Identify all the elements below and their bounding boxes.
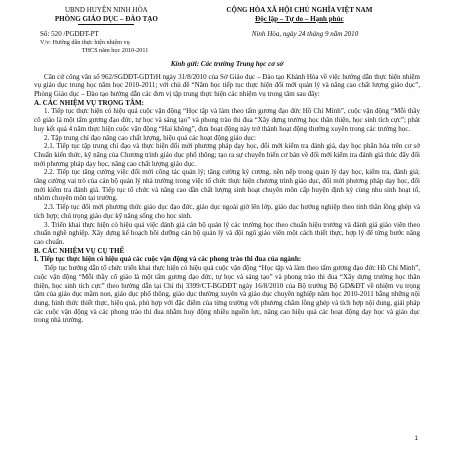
paragraph-2-1: 2.1. Tiếp tục tập trung chỉ đạo và thực hiện đổi mới phương pháp dạy học, đổi mới kiểm tra đánh giá, dạy học phân hóa trên cơ sở Chuẩn kiến thức, kỹ năng của Chương trình giáo dục phổ thông; tạo ra sự chuyển biến cơ bản về đổi mới kiểm tra đánh giá thúc đẩy đổi mới phương pháp dạy học, nâng cao chất lượng giáo dục. xyxy=(34,142,420,168)
document-reference xyxy=(34,30,190,54)
paragraph-2-3: 2.3. Tiếp tục đổi mới phương thức giáo dục đạo đức, giáo dục ngoài giờ lên lớp, giáo dục hướng nghiệp theo tinh thần lồng ghép và tích hợp; chú trọng giáo dục kỹ năng sống cho học sinh. xyxy=(34,203,420,220)
subject-line-2: THCS năm học 2010-2011 xyxy=(81,46,149,54)
paragraph-2-2: 2.2. Tiếp tục tăng cường việc đổi mới công tác quản lý; tăng cường kỷ cương, nền nếp trong quản lý dạy học, kiểm tra, đánh giá; tăng cường vai trò của cán bộ quản lý nhà trường trong việc tổ chức thực hiện chương trình giáo dục, đổi mới phương pháp dạy học, đổi mới kiểm tra đánh giá. Tiếp tục tổ chức và nâng cao dần chất lượng sinh hoạt chuyên môn cấp huyện định kỳ cùng nhu sinh hoạt tổ, nhóm chuyên môn tại trường. xyxy=(34,168,420,203)
paragraph-1: 1. Tiếp tục thực hiện có hiệu quả cuộc vận động “Học tập và làm theo tấm gương đạo đức Hồ Chí Minh”, cuộc vận động “Mỗi thầy cô giáo là một tấm gương đạo đức, tự học và sáng tạo” và phong trào thi đua “Xây dựng trường học thân thiện, học sinh tích cực”; phát huy kết quả 4 năm thực hiện cuộc vận động “Hai không”, đưa hoạt động này trở thành hoạt động thường xuyên trong các trường học. xyxy=(34,107,420,133)
document-meta xyxy=(34,30,420,54)
issuing-organization xyxy=(34,6,179,28)
page-number: 1 xyxy=(414,436,418,443)
org-line-2: PHÒNG GIÁO DỤC – ĐÀO TẠO xyxy=(54,14,158,23)
recipient-title: Kính gửi: Các trường Trung học cơ sở xyxy=(170,59,284,68)
document-body xyxy=(34,73,420,325)
org-line-1: UBND HUYỆN NINH HÒA xyxy=(64,6,148,14)
section-i-heading: I. Tiếp tục thực hiện có hiệu quả các cuộc vận động và các phong trào thi đua của ngành: xyxy=(34,255,302,264)
country-name: CỘNG HÒA XÃ HỘI CHỦ NGHĨA VIỆT NAM xyxy=(226,6,373,14)
org-underline xyxy=(78,24,134,25)
section-b-heading: B. CÁC NHIỆM VỤ CỤ THỂ xyxy=(34,246,125,255)
intro-paragraph: Căn cứ công văn số 962/SGDĐT-GDTrH ngày 31/8/2010 của Sở Giáo dục – Đào tạo Khánh Hòa về việc hướng dẫn thực hiện nhiệm vụ giáo dục trung học năm học 2010-2011; với chủ đề “Năm học tiếp tục thực hiện đổi mới quản lý và nâng cao chất lượng giáo dục”, Phòng Giáo dục – Đào tạo hướng dẫn các đơn vị tập trung thực hiện các nhiệm vụ trong tâm sau đây: xyxy=(34,72,420,99)
section-a-heading: A. CÁC NHIỆM VỤ TRỌNG TÂM: xyxy=(34,98,145,107)
document-header xyxy=(34,6,420,28)
motto: Độc lập – Tự do – Hạnh phúc xyxy=(255,14,344,23)
paragraph-3: 3. Triển khai thực hiện có hiệu quả việc đánh giá cán bộ quản lý các trường học theo chuẩn hiệu trưởng và đánh giá giáo viên theo chuẩn nghề nghiệp. Xây dựng kế hoạch bồi dưỡng cán bộ quản lý và đội ngũ giáo viên một cách thiết thực, hợp lý để từng bước nâng cao chuẩn. xyxy=(34,220,420,246)
place-date: Ninh Hòa, ngày 24 tháng 9 năm 2010 xyxy=(251,30,359,39)
subject-line-1: V/v: Hướng dẫn thực hiện nhiệm vụ xyxy=(40,39,130,47)
national-motto xyxy=(179,6,420,28)
document-number: Số: 520 /PGDĐT-PT xyxy=(40,30,99,39)
section-i-paragraph: Tiếp tục hướng dẫn tổ chức triển khai thực hiện có hiệu quả cuộc vận động “Học tập và làm theo tấm gương đạo đức Hồ Chí Minh”, cuộc vận động “Mỗi thầy cô giáo là một tấm gương đạo đức, tự học và sáng tạo” và phong trào thi đua “Xây dựng trường học thân thiện, học sinh tích cực” theo hướng dẫn tại Chỉ thị 3399/CT-BGDĐT ngày 16/8/2010 của Bộ trưởng Bộ GD&ĐT về nhiệm vụ trọng tâm của giáo dục mầm non, giáo dục phổ thông, giáo dục thường xuyên và giáo dục chuyên nghiệp năm học 2010-2011 bằng những nội dung, hình thức thiết thực, hiệu quả, phù hợp với đặc điểm của từng trường với phương châm lồng ghép và tích hợp nội dung, giải pháp các cuộc vận động và các phong trào thi đua nhằm huy động nhiều nguồn lực, nâng cao hiệu quả các hoạt động dạy học và giáo dục trong nhà trường. xyxy=(34,264,420,325)
paragraph-2: 2. Tập trung chỉ đạo nâng cao chất lượng, hiệu quả các hoạt động giáo dục: xyxy=(44,133,256,142)
